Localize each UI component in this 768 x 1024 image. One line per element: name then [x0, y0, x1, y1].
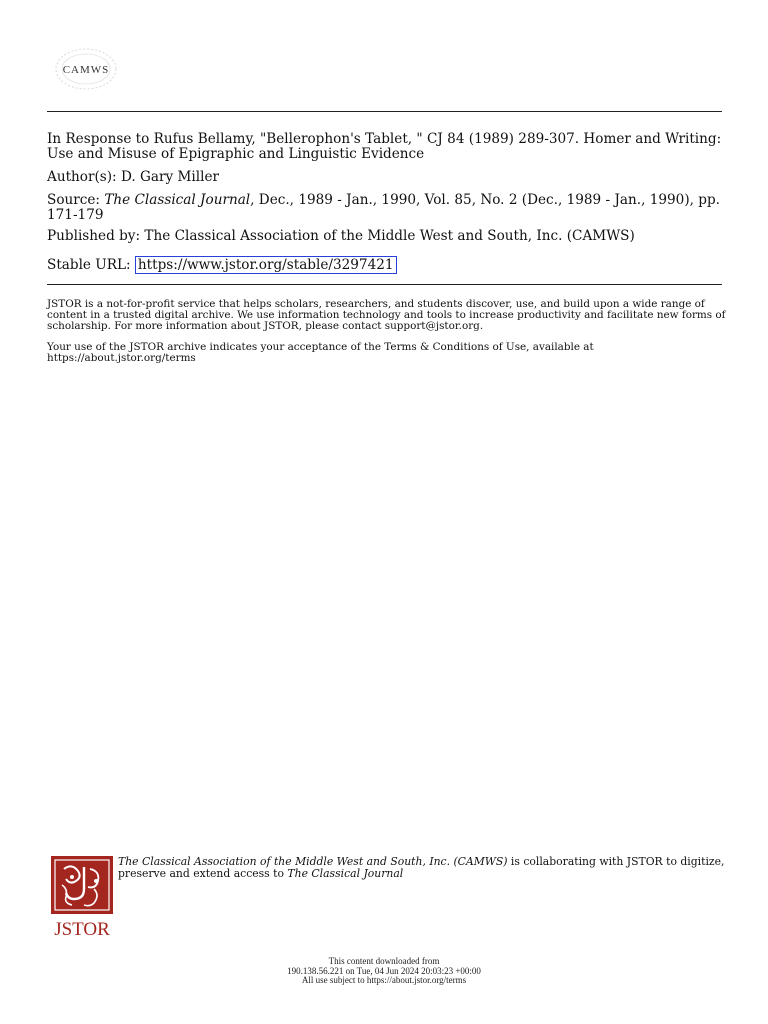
article-title: In Response to Rufus Bellamy, "Bellerophon's Tablet, " CJ 84 (1989) 289-307. Homer and Writing: Use and Misuse of Epigraphic and Linguistic Evidence — [47, 131, 722, 162]
collab-org: The Classical Association of the Middle West and South, Inc. (CAMWS) — [118, 855, 508, 868]
middle-divider — [47, 284, 722, 285]
collab-text: is collaborating with JSTOR to digitize, preserve and extend access to — [118, 855, 725, 880]
terms-notice: Your use of the JSTOR archive indicates your acceptance of the Terms & Conditions of Use, available at https://about.jstor.org/terms — [47, 341, 594, 364]
author-line — [47, 170, 727, 185]
stable-url-label: Stable URL: — [47, 257, 131, 273]
footer-line-1: This content downloaded from — [328, 956, 440, 966]
footer-line-2: 190.138.56.221 on Tue, 04 Jun 2024 20:03:23 +00:00 — [287, 965, 481, 976]
download-footer — [0, 957, 768, 986]
jstor-wordmark: JSTOR — [54, 919, 110, 937]
source-journal: The Classical Journal — [104, 192, 251, 208]
camws-logo-text: CAMWS — [62, 64, 110, 76]
stable-url-link[interactable]: https://www.jstor.org/stable/3297421 — [135, 256, 397, 274]
publisher-name: The Classical Association of the Middle West and South, Inc. (CAMWS) — [144, 228, 635, 244]
jstor-notice: JSTOR is a not-for-profit service that helps scholars, researchers, and students discover, use, and build upon a wide range of content in a trusted digital archive. We use information technology and tools to increase productivity and facilitate new forms of scholarship. For more information about JSTOR, please contact support@jstor.org. — [47, 298, 726, 332]
author-label: Author(s): — [47, 169, 117, 185]
source-details: , Dec., 1989 - Jan., 1990, Vol. 85, No. 2 (Dec., 1989 - Jan., 1990), pp. 171-179 — [47, 192, 720, 223]
footer-line-3: All use subject to https://about.jstor.org/terms — [301, 975, 467, 985]
source-line — [47, 193, 727, 223]
camws-logo — [50, 46, 122, 92]
collaboration-statement — [118, 856, 728, 880]
publisher-line — [47, 229, 727, 244]
publisher-label: Published by: — [47, 228, 141, 244]
collab-journal: The Classical Journal — [287, 867, 404, 880]
author-name: D. Gary Miller — [120, 169, 219, 185]
jstor-logo — [50, 855, 114, 937]
stable-url-line — [47, 256, 727, 274]
top-divider — [47, 111, 722, 112]
source-label: Source: — [47, 192, 100, 208]
